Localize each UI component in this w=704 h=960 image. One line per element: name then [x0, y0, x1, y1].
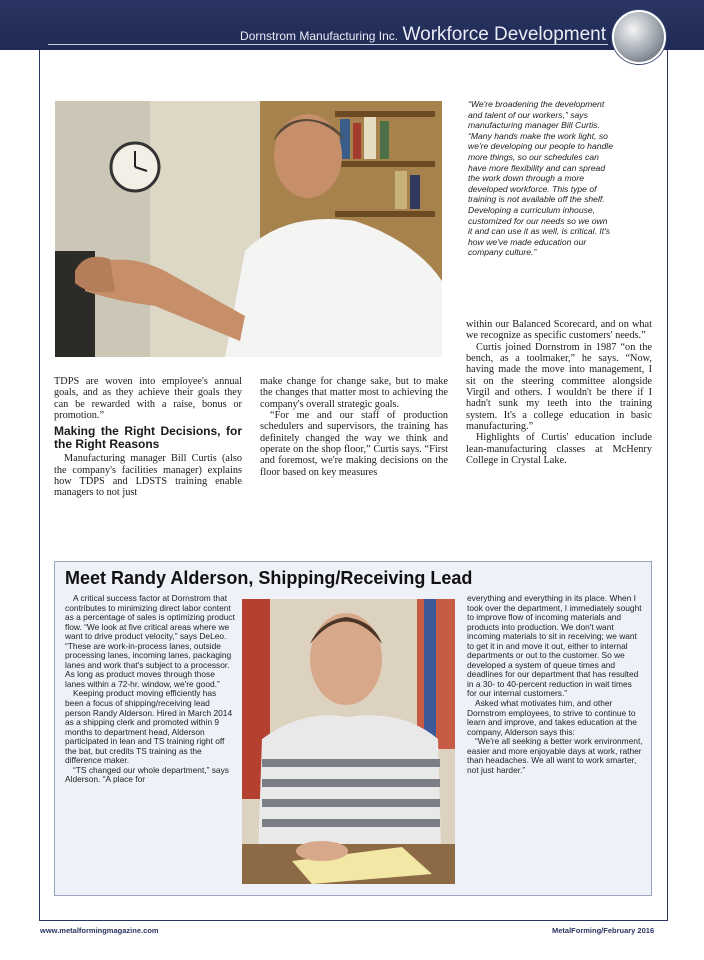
article-column-1 — [54, 376, 242, 499]
article-col1-body: Manufacturing manager Bill Curtis (also the company's facilities manager) explains how TDPS and LDSTS training enable managers to not just — [54, 453, 242, 499]
sidebar-col3-p3: “We're all seeking a better work environment, easier and more enjoyable days at work, rather than headaches. We all want to work smarter, not just harder.” — [467, 736, 643, 775]
photo-randy-alderson-illustration — [242, 599, 455, 884]
sidebar-column-3 — [467, 594, 643, 775]
header-section: Workforce Development — [402, 24, 606, 45]
article-col2-p2: “For me and our staff of production schedulers and supervisors, the training has definitely changed the way we think and operate on the shop floor,” Curtis says. “First and foremost, we're making decisions on the floor based on key measures — [260, 410, 448, 478]
article-col1-top: TDPS are woven into employee's annual goals, and as they achieve their goals they can be rewarded with a raise, bonus or promotion.” — [54, 376, 242, 422]
sidebar-col1-p2: Keeping product moving efficiently has been a focus of shipping/receiving lead person Randy Alderson. Hired in March 2014 as a shipping clerk and promoted within 9 months to department head, Alderson participated in lean and TS training right off the bat, but credits TS training as the difference maker. — [65, 688, 233, 766]
article-column-2 — [260, 376, 448, 478]
article-col3-p3: Highlights of Curtis' education include lean-manufacturing classes at McHenry College in Crystal Lake. — [466, 432, 652, 467]
sidebar-col3-p1: everything and everything in its place. When I took over the department, I immediately sought to improve flow of incoming materials and products into production. We don't want incoming materials to sit in receiving; we want to get it in and move it out, either to internal departments or out to the customer. So we developed a system of queue times and deadlines for our department that has resulted in a 30- to 40-percent reduction in wait times for our internal customers.” — [467, 593, 642, 699]
sidebar-col3-p2: Asked what motivates him, and other Dornstrom employees, to strive to continue to learn and improve, and takes education at the company, Alderson says this: — [467, 698, 637, 737]
sidebar-col1-p3: “TS changed our whole department,” says Alderson. “A place for — [65, 764, 229, 785]
header-banner — [0, 0, 704, 50]
sidebar-col1-p1: A critical success factor at Dornstrom that contributes to minimizing direct labor content as a percentage of sales is optimizing product flow. “We look at five critical areas where we want to drive product velocity,” says DeLeo. “These are work-in-process lanes, outside processing lanes, incoming lanes, packaging lanes and work that's subject to a processor. As long as product moves through those lanes within a 72-hr. window, we're good.” — [65, 593, 235, 689]
footer-issue: MetalForming/February 2016 — [552, 926, 655, 935]
article-subhead: Making the Right Decisions, for the Right Reasons — [54, 424, 242, 452]
sidebar-column-1 — [65, 594, 237, 785]
article-column-3 — [466, 319, 652, 466]
sidebar-title: Meet Randy Alderson, Shipping/Receiving Lead — [65, 568, 473, 588]
footer-website: www.metalformingmagazine.com — [40, 926, 159, 935]
header-title — [240, 24, 606, 46]
photo-bill-curtis — [55, 101, 442, 357]
photo-randy-alderson — [242, 599, 455, 884]
photo-bill-curtis-illustration — [55, 101, 442, 357]
header-company: Dornstrom Manufacturing Inc. — [240, 29, 399, 43]
article-col3-top: within our Balanced Scorecard, and on what we recognize as specific customers' needs.” — [466, 319, 652, 342]
article-col3-p2: Curtis joined Dornstrom in 1987 “on the bench, as a toolmaker,” he says. “Now, having made the move into management, I sit on the steering committee alongside Virgil and others. I wouldn't be there if I hadn't sunk my teeth into the training system. It's a college education in basic manufacturing.” — [466, 341, 652, 433]
pull-quote: “We're broadening the development and talent of our workers,” says manufacturing manager Bill Curtis. “Many hands make the work light, so we're developing our people to handle more things, so our schedules can have more flexibility and can spread the work down through a more developed workforce. This type of training is not available off the shelf. Developing a curriculum inhouse, customized for our needs so we own it and can use it as well, is critical. It's how we've made education our company culture.” — [468, 99, 613, 258]
article-col2-p1: make change for change sake, but to make the changes that matter most to achieving the company's overall strategic goals. — [260, 376, 448, 410]
